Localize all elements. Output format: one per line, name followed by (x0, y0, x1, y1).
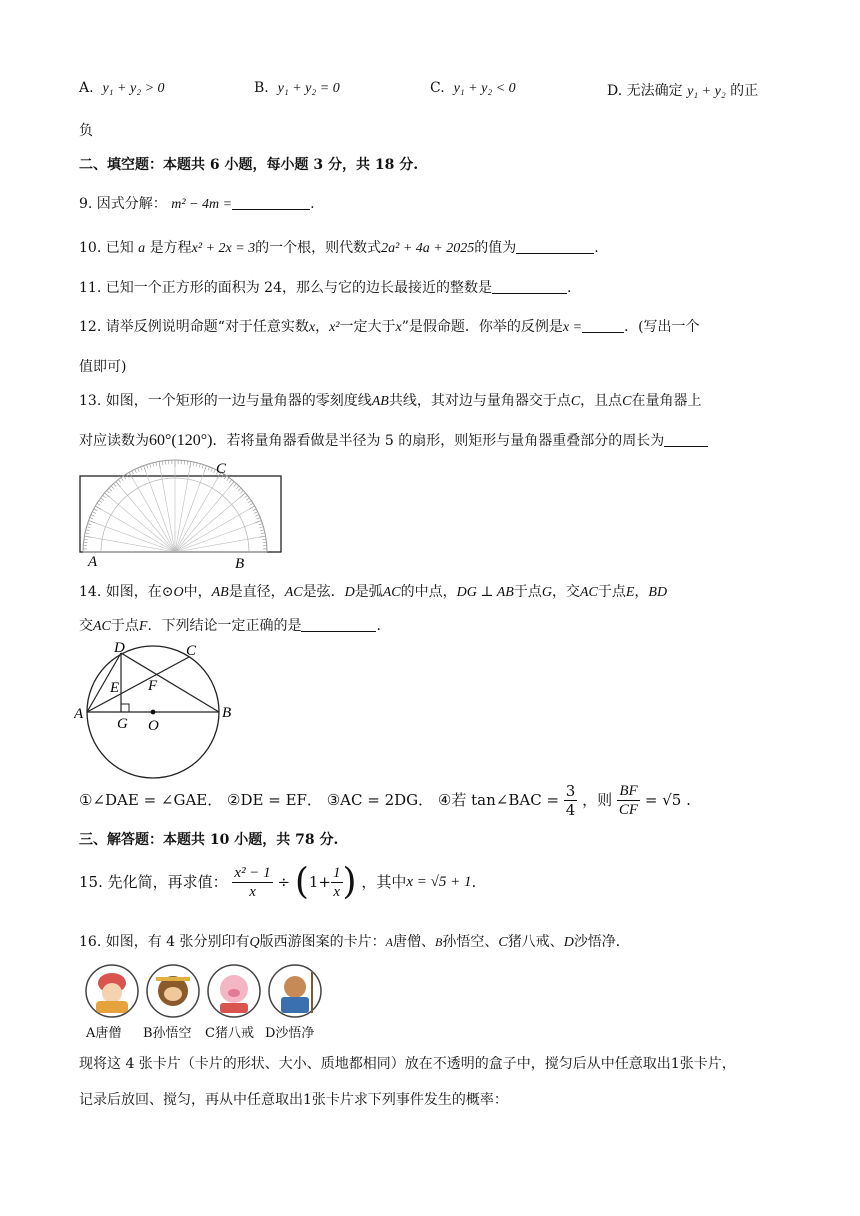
protractor-tick (238, 488, 241, 491)
label-e: E (110, 680, 120, 696)
q14-line1-seg: D (344, 585, 355, 600)
protractor-tick (103, 495, 106, 497)
card-label-b: B孙悟空 (143, 1026, 192, 1041)
protractor-tick (144, 466, 146, 473)
protractor-tick (135, 469, 137, 473)
protractor-tick (259, 524, 263, 525)
protractor-tick (138, 468, 140, 472)
protractor-tick (101, 498, 104, 500)
question-14-line2: 交AC于点F．下列结论一定正确的是 . (79, 618, 381, 634)
protractor-tick (113, 484, 116, 487)
protractor-tick (253, 509, 257, 511)
answer-blank (492, 279, 567, 294)
section-heading-fill-blank: 二、填空题：本题共 6 小题，每小题 3 分，共 18 分. (79, 157, 419, 173)
protractor-tick (246, 498, 249, 500)
protractor-tick (240, 493, 245, 497)
protractor-tick (193, 462, 194, 466)
label-g: G (117, 716, 128, 732)
protractor-tick (141, 467, 142, 471)
label-a: A (74, 706, 84, 722)
question-14-conclusions: ①∠DAE = ∠GAE． ②DE = EF． ③AC = 2DG． ④若 tan∠BAC = $\frac{3}{4}$ ，则 $\frac{BF}{CF}$ = √5 . (79, 782, 691, 819)
protractor-tick (196, 463, 197, 467)
q14-line1-seg: DG ⊥ AB (456, 585, 514, 600)
protractor-figure (78, 456, 288, 572)
center-o (151, 710, 156, 715)
label-f: F (148, 678, 158, 694)
right-angle-mark (121, 704, 129, 712)
question-13-line2: 对应读数为60°(120°)．若将量角器看做是半径为 5 的扇形，则矩形与量角器重叠部分的周长为 (79, 430, 708, 450)
protractor-tick (236, 486, 239, 489)
question-16-para2: 记录后放回、搅匀，再从中任意取出1张卡片求下列事件发生的概率： (79, 1092, 508, 1108)
protractor-tick (94, 509, 98, 511)
card-label-c: C猪八戒 (205, 1026, 254, 1041)
question-16-para1: 现将这 4 张卡片（卡片的形状、大小、质地都相同）放在不透明的盒子中，搅匀后从中任意取出1张卡片， (79, 1056, 736, 1072)
protractor-tick (87, 527, 91, 528)
q14-line1-seg: 是弧 (354, 584, 383, 600)
q14-line1-seg: E (625, 585, 635, 600)
label-d: D (114, 640, 125, 656)
protractor-tick (162, 461, 163, 465)
protractor-tick (199, 464, 200, 468)
protractor-tick (99, 501, 102, 503)
card-label-d: D沙悟净 (265, 1026, 315, 1041)
q14-line1-seg: 是弦． (302, 584, 345, 600)
question-12: 12. 请举反例说明命题“对于任意实数x，x²一定大于x”是假命题．你举的反例是x = ．(写出一个 (79, 319, 700, 335)
protractor-tick (260, 530, 264, 531)
protractor (83, 460, 267, 552)
circle-figure (74, 640, 234, 780)
q14-line1-seg: AC (579, 585, 598, 600)
question-9: 9. 因式分解： m² − 4m = . (79, 196, 315, 212)
q14-line1-seg: AC (382, 585, 401, 600)
card-sunwukong-icon (147, 965, 199, 1017)
protractor-tick (159, 461, 160, 468)
card-shawujing-icon (269, 965, 321, 1017)
answer-blank (582, 318, 624, 333)
protractor-tick (91, 515, 95, 517)
question-12-wrap: 值即可) (79, 359, 127, 375)
question-13-line1: 13. 如图，一个矩形的一边与量角器的零刻度线AB共线，其对边与量角器交于点C，且点C在量角器上 (79, 393, 702, 409)
protractor-tick (107, 490, 110, 493)
option-b: B. y₁ + y₂ = 0 (254, 80, 340, 96)
protractor-tick (187, 461, 188, 465)
protractor-tick (85, 533, 89, 534)
protractor-tick (259, 536, 266, 537)
q14-line1-seg: ， (634, 584, 649, 600)
protractor-tick (147, 465, 148, 469)
protractor-tick (260, 527, 264, 528)
protractor-tick (261, 533, 265, 534)
label-o: O (148, 718, 159, 734)
protractor-tick (254, 512, 258, 514)
question-15: 15. 先化简，再求值： $\frac{\text{x² − 1}}{x}$ ÷ (1+ $\frac{1}{x}$ ) ，其中x = √5 + 1. (79, 861, 477, 903)
protractor-tick (250, 503, 253, 505)
protractor-tick (156, 462, 157, 466)
q14-line1-seg: AC (284, 585, 303, 600)
chord-bd (121, 653, 219, 712)
option-d-wrap: 负 (79, 123, 93, 139)
card-tangseng-icon (86, 965, 138, 1017)
protractor-tick (121, 478, 123, 481)
protractor-tick (249, 506, 255, 510)
protractor-tick (244, 495, 247, 497)
protractor-tick (240, 490, 243, 493)
option-c: C. y₁ + y₂ < 0 (430, 80, 516, 96)
protractor-tick (153, 463, 154, 467)
answer-blank (232, 195, 310, 210)
protractor-tick (229, 480, 231, 483)
question-10: 10. 已知 a 是方程x² + 2x = 3的一个根，则代数式2a² + 4a + 2025的值为 . (79, 240, 599, 256)
protractor-tick (111, 486, 114, 489)
protractor-tick (150, 464, 151, 468)
label-b: B (222, 705, 232, 721)
question-11: 11. 已知一个正方形的面积为 24，那么与它的边长最接近的整数是 . (79, 280, 572, 296)
answer-blank (516, 239, 594, 254)
question-14-line1 (79, 581, 667, 601)
q14-line1-seg: 于点 (597, 584, 626, 600)
protractor-tick (89, 521, 96, 523)
q14-line1-seg: 14. 如图，在⊙ (79, 584, 174, 600)
q14-line1-seg: AB (211, 585, 229, 600)
q14-line1-seg: 的中点， (400, 584, 457, 600)
q14-line1-seg: BD (648, 585, 668, 600)
label-c: C (186, 643, 197, 659)
protractor-tick (118, 480, 120, 483)
protractor-tick (88, 524, 92, 525)
label-c: C (216, 461, 227, 477)
protractor-tick (109, 488, 112, 491)
protractor-tick (92, 512, 96, 514)
protractor-tick (202, 465, 203, 469)
protractor-tick (116, 482, 120, 487)
protractor-tick (234, 484, 237, 487)
label-b: B (235, 556, 245, 572)
section-heading-solve: 三、解答题：本题共 10 小题，共 78 分. (79, 832, 339, 848)
protractor-tick (204, 466, 206, 473)
label-a: A (88, 554, 98, 570)
answer-blank (664, 432, 708, 447)
protractor-tick (105, 493, 110, 497)
cards-figure (84, 963, 324, 1043)
card-label-a: A唐僧 (86, 1026, 122, 1041)
protractor-tick (190, 461, 191, 468)
q14-line1-seg: 于点 (513, 584, 542, 600)
answer-blank (301, 617, 376, 632)
protractor-tick (255, 515, 259, 517)
protractor-tick (255, 521, 262, 523)
q14-line1-seg: G (541, 585, 552, 600)
protractor-tick (86, 530, 90, 531)
protractor-tick (132, 471, 134, 475)
protractor-tick (227, 478, 229, 481)
protractor-tick (230, 482, 234, 487)
q14-line1-seg: ，交 (551, 584, 580, 600)
protractor-tick (95, 506, 101, 510)
q14-line1-seg: 中， (183, 584, 212, 600)
protractor-tick (208, 467, 209, 471)
card-zhubajie-icon (208, 965, 260, 1017)
protractor-tick (262, 539, 266, 540)
option-a: A. y₁ + y₂ > 0 (79, 80, 165, 96)
q14-line1-seg: O (173, 585, 184, 600)
option-d: D. 无法确定 y₁ + y₂ 的正 (607, 83, 759, 99)
protractor-tick (97, 503, 100, 505)
protractor-tick (257, 518, 261, 519)
protractor-tick (248, 501, 251, 503)
protractor-tick (211, 468, 213, 472)
protractor-tick (90, 518, 94, 519)
protractor-tick (84, 539, 88, 540)
q14-line1-seg: 是直径， (228, 584, 285, 600)
protractor-tick (84, 536, 91, 537)
question-16-intro: 16. 如图，有 4 张分别印有Q版西游图案的卡片：A唐僧、B孙悟空、C猪八戒、D沙悟净． (79, 934, 630, 950)
